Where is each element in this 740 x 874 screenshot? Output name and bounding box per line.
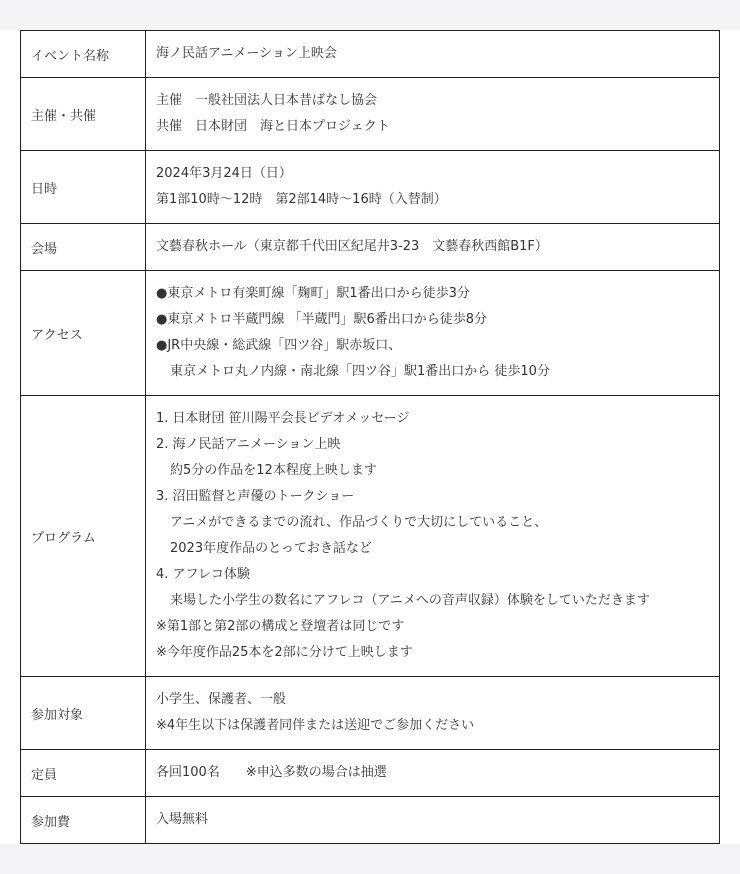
row-line: 共催 日本財団 海と日本プロジェクト bbox=[156, 119, 390, 134]
row-line: 第1部10時〜12時 第2部14時〜16時（入替制） bbox=[156, 192, 447, 207]
row-label: プログラム bbox=[21, 396, 146, 677]
row-program bbox=[21, 396, 720, 677]
row-label: 日時 bbox=[21, 151, 146, 224]
row-line: 海ノ民話アニメーション上映会 bbox=[156, 46, 337, 61]
row-line: 来場した小学生の数名にアフレコ（アニメへの音声収録）体験をしていただきます bbox=[170, 593, 650, 608]
row-line: 1. 日本財団 笹川陽平会長ビデオメッセージ bbox=[156, 411, 410, 426]
row-participants bbox=[21, 677, 720, 750]
row-event-name bbox=[21, 31, 720, 78]
row-line: ●JR中央線・総武線「四ツ谷」駅赤坂口、 bbox=[156, 338, 402, 353]
row-label: 定員 bbox=[21, 750, 146, 797]
row-line: 東京メトロ丸ノ内線・南北線「四ツ谷」駅1番出口から 徒歩10分 bbox=[170, 364, 550, 379]
row-line: ●東京メトロ有楽町線「麹町」駅1番出口から徒歩3分 bbox=[156, 286, 470, 301]
row-line: 入場無料 bbox=[156, 812, 209, 827]
row-value bbox=[146, 750, 720, 797]
row-line: 主催 一般社団法人日本昔ばなし協会 bbox=[156, 93, 378, 108]
row-datetime bbox=[21, 151, 720, 224]
row-line: 約5分の作品を12本程度上映します bbox=[170, 463, 377, 478]
row-line: ※4年生以下は保護者同伴または送迎でご参加ください bbox=[156, 718, 475, 733]
row-capacity bbox=[21, 750, 720, 797]
row-line: 小学生、保護者、一般 bbox=[156, 692, 287, 707]
row-label: 主催・共催 bbox=[21, 78, 146, 151]
row-line: 2024年3月24日（日） bbox=[156, 166, 292, 181]
row-value bbox=[146, 271, 720, 396]
row-venue bbox=[21, 224, 720, 271]
row-organizer bbox=[21, 78, 720, 151]
row-line: ※第1部と第2部の構成と登壇者は同じです bbox=[156, 619, 405, 634]
row-line: アニメができるまでの流れ、作品づくりで大切にしていること、 bbox=[170, 515, 548, 530]
row-label: 会場 bbox=[21, 224, 146, 271]
row-line: ※今年度作品25本を2部に分けて上映します bbox=[156, 645, 413, 660]
row-value bbox=[146, 31, 720, 78]
content-area bbox=[0, 30, 740, 844]
row-line: 2023年度作品のとっておき話など bbox=[170, 541, 372, 556]
row-value bbox=[146, 151, 720, 224]
event-info-table bbox=[20, 30, 720, 844]
row-fee bbox=[21, 797, 720, 844]
row-value bbox=[146, 797, 720, 844]
row-line: ●東京メトロ半蔵門線 「半蔵門」駅6番出口から徒歩8分 bbox=[156, 312, 488, 327]
row-label: 参加対象 bbox=[21, 677, 146, 750]
row-value bbox=[146, 224, 720, 271]
row-label: 参加費 bbox=[21, 797, 146, 844]
row-value bbox=[146, 396, 720, 677]
row-label: イベント名称 bbox=[21, 31, 146, 78]
row-line: 2. 海ノ民話アニメーション上映 bbox=[156, 437, 341, 452]
row-line: 文藝春秋ホール（東京都千代田区紀尾井3-23 文藝春秋西館B1F） bbox=[156, 239, 548, 254]
row-access bbox=[21, 271, 720, 396]
row-value bbox=[146, 677, 720, 750]
row-line: 4. アフレコ体験 bbox=[156, 567, 251, 582]
row-value bbox=[146, 78, 720, 151]
row-line: 3. 沼田監督と声優のトークショー bbox=[156, 489, 355, 504]
row-line: 各回100名 ※申込多数の場合は抽選 bbox=[156, 765, 387, 780]
row-label: アクセス bbox=[21, 271, 146, 396]
